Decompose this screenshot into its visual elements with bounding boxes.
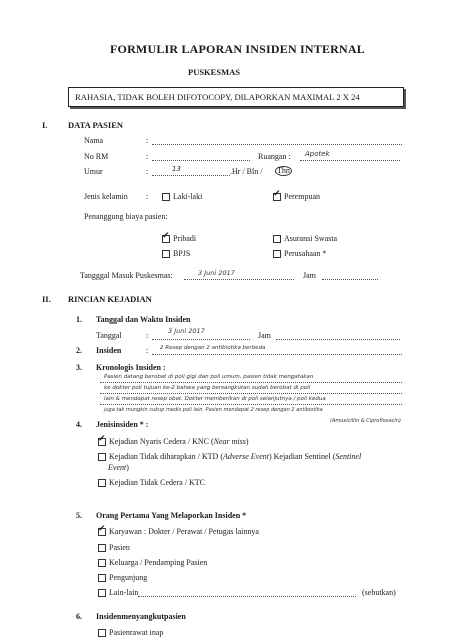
item3-line[interactable]: juga tak mungkin cukup medis poli lain. Pasien mendapat 2 resep dengan 2 antibiotika: [104, 407, 323, 413]
jk-label: Jenis kelamin: [84, 192, 128, 201]
ruangan-field[interactable]: [300, 160, 400, 161]
item5-option-label: Pasien: [109, 543, 130, 552]
notice-box: [68, 87, 404, 107]
item4-option-label-italic: Near miss: [213, 437, 246, 446]
item6-option-rawat-inap[interactable]: [98, 628, 163, 637]
item6-option-label: Pasienrawat inap: [109, 628, 164, 637]
item4-option-ktd[interactable]: [98, 452, 361, 461]
norm-colon: :: [146, 152, 149, 161]
item1-jam-label: Jam: [258, 331, 271, 340]
item4-option-label: Kejadian Nyaris Cedera / KNC (: [109, 437, 214, 446]
item4-option-label: ): [245, 437, 249, 446]
item2-field[interactable]: [152, 354, 402, 355]
umur-selected-thn: [275, 166, 292, 176]
item4-option-label: Kejadian Tidak diharapkan / KTD (: [109, 452, 223, 461]
item5-option-keluarga[interactable]: [98, 558, 207, 567]
item3-rule: [100, 393, 402, 394]
item4-option-ktd-line2: [108, 463, 129, 472]
biaya-option-label: Asuransi Swasta: [284, 234, 338, 243]
item3-rule: [100, 404, 402, 405]
norm-field[interactable]: [152, 160, 250, 161]
umur-units: .Hr / Bln /: [230, 167, 263, 176]
checkbox-checked-icon[interactable]: [162, 235, 170, 243]
item5-option-pengunjung[interactable]: [98, 573, 147, 582]
item4-option-label-italic: Adverse Event: [222, 452, 269, 461]
form-subtitle: PUSKESMAS: [188, 67, 240, 77]
item2-title: Insiden: [96, 346, 122, 355]
item6-number: 6.: [76, 612, 82, 621]
checkbox-icon[interactable]: [273, 235, 281, 243]
item4-option-label: ): [126, 463, 129, 472]
biaya-option-asuransi[interactable]: [273, 234, 337, 243]
item4-option-ktc[interactable]: [98, 478, 205, 487]
checkbox-icon[interactable]: [98, 589, 106, 597]
item1-number: 1.: [76, 315, 82, 324]
item5-option-pasien[interactable]: [98, 543, 130, 552]
item4-option-label: Kejadian Tidak Cedera / KTC: [109, 478, 205, 487]
item2-value[interactable]: 2 Resep dengan 2 antibiotika berbeda: [160, 345, 266, 351]
item4-title: Jenisinsiden * :: [96, 420, 149, 429]
checkbox-icon[interactable]: [273, 250, 281, 258]
item4-number: 4.: [76, 420, 82, 429]
item1-tanggal-label: Tanggal: [96, 331, 122, 340]
ruangan-value[interactable]: Apotek: [305, 150, 330, 158]
umur-label: Umur: [84, 167, 103, 176]
ruangan-label: Ruangan :: [258, 152, 291, 161]
item5-option-label: Keluarga / Pendamping Pasien: [109, 558, 208, 567]
biaya-option-label: Pribadi: [173, 234, 197, 243]
checkbox-icon[interactable]: [98, 453, 106, 461]
item3-line[interactable]: (Amoxicillin & Ciprofloxacin): [330, 418, 401, 424]
section1-number: I.: [42, 120, 48, 130]
masuk-field[interactable]: [184, 279, 294, 280]
item5-lain-field[interactable]: [138, 596, 356, 597]
jk-option-laki[interactable]: [162, 192, 202, 201]
checkbox-icon[interactable]: [98, 559, 106, 567]
masuk-label: Tangggal Masuk Puskesmas:: [80, 271, 173, 280]
nama-colon: :: [146, 136, 149, 145]
jk-option-perempuan[interactable]: [273, 192, 320, 201]
item4-option-label-italic: Event: [108, 463, 127, 472]
item5-option-karyawan[interactable]: [98, 527, 259, 536]
biaya-option-label: Perusahaan *: [284, 249, 327, 258]
section2-title: RINCIAN KEJADIAN: [68, 294, 152, 304]
item5-option-label: Karyawan : Dokter / Perawat / Petugas lainnya: [109, 527, 259, 536]
item5-number: 5.: [76, 511, 82, 520]
checkbox-checked-icon[interactable]: [98, 438, 106, 446]
biaya-option-pribadi[interactable]: [162, 234, 196, 243]
checkbox-icon[interactable]: [98, 544, 106, 552]
item1-jam-field[interactable]: [276, 339, 400, 340]
item5-option-label: Lain-lain: [109, 588, 139, 597]
masuk-value[interactable]: 3 Juni 2017: [198, 269, 235, 277]
checkbox-icon[interactable]: [98, 479, 106, 487]
checkbox-checked-icon[interactable]: [98, 528, 106, 536]
item3-rule: [100, 382, 402, 383]
section1-title: DATA PASIEN: [68, 120, 124, 130]
item2-colon: :: [146, 346, 149, 355]
item5-sebutkan: (sebutkan): [362, 588, 396, 597]
checkbox-icon[interactable]: [98, 574, 106, 582]
biaya-option-label: BPJS: [173, 249, 191, 258]
item1-colon: :: [146, 331, 149, 340]
item3-line[interactable]: lain & mendapat resep obat. Dokter memberikan di poli selanjutnya / poli kedua: [104, 396, 326, 402]
checkbox-icon[interactable]: [162, 193, 170, 201]
nama-field[interactable]: [152, 144, 402, 145]
item4-option-label: ) Kejadian Sentinel (: [268, 452, 336, 461]
form-title: FORMULIR LAPORAN INSIDEN INTERNAL: [110, 42, 365, 56]
checkbox-icon[interactable]: [98, 629, 106, 637]
umur-value[interactable]: 13: [172, 165, 181, 173]
item1-title: Tanggal dan Waktu Insiden: [96, 315, 191, 324]
thn-circle[interactable]: Thn: [277, 166, 290, 175]
item6-title: Insidenmenyangkutpasien: [96, 612, 186, 621]
item5-title: Orang Pertama Yang Melaporkan Insiden *: [96, 511, 247, 520]
item3-line[interactable]: Pasien datang berobat di poli gigi dan poli umum, pasien tidak mengatakan: [104, 374, 314, 380]
nama-label: Nama: [84, 136, 104, 145]
jk-colon: :: [146, 192, 149, 201]
notice-text: RAHASIA, TIDAK BOLEH DIFOTOCOPY, DILAPORKAN MAXIMAL 2 X 24: [75, 92, 360, 102]
item3-number: 3.: [76, 363, 82, 372]
item4-option-label-italic: Sentinel: [335, 452, 362, 461]
item4-option-knc[interactable]: [98, 437, 249, 446]
masuk-jam-field[interactable]: [322, 279, 378, 280]
item1-tanggal-field[interactable]: [152, 339, 250, 340]
item3-line[interactable]: ke dokter poli tujuan ke-2 bahwa yang bersangkutan sudah berobat di poli: [104, 385, 311, 391]
umur-field[interactable]: [152, 175, 230, 176]
item5-option-label: Pengunjung: [109, 573, 148, 582]
masuk-jam-label: Jam: [303, 271, 316, 280]
item2-number: 2.: [76, 346, 82, 355]
section2-number: II.: [42, 294, 51, 304]
jk-option-label: Laki-laki: [173, 192, 203, 201]
biaya-option-bpjs[interactable]: [162, 249, 190, 258]
norm-label: No RM: [84, 152, 109, 161]
item3-title: Kronologis Insiden :: [96, 363, 166, 372]
umur-colon: :: [146, 167, 149, 176]
checkbox-checked-icon[interactable]: [273, 193, 281, 201]
penanggung-label: Penanggung biaya pasien:: [84, 212, 168, 221]
biaya-option-perusahaan[interactable]: [273, 249, 326, 258]
jk-option-label: Perempuan: [284, 192, 320, 201]
item5-option-lain[interactable]: [98, 588, 138, 597]
checkbox-icon[interactable]: [162, 250, 170, 258]
item1-tanggal-value[interactable]: 3 Juni 2017: [168, 327, 205, 335]
